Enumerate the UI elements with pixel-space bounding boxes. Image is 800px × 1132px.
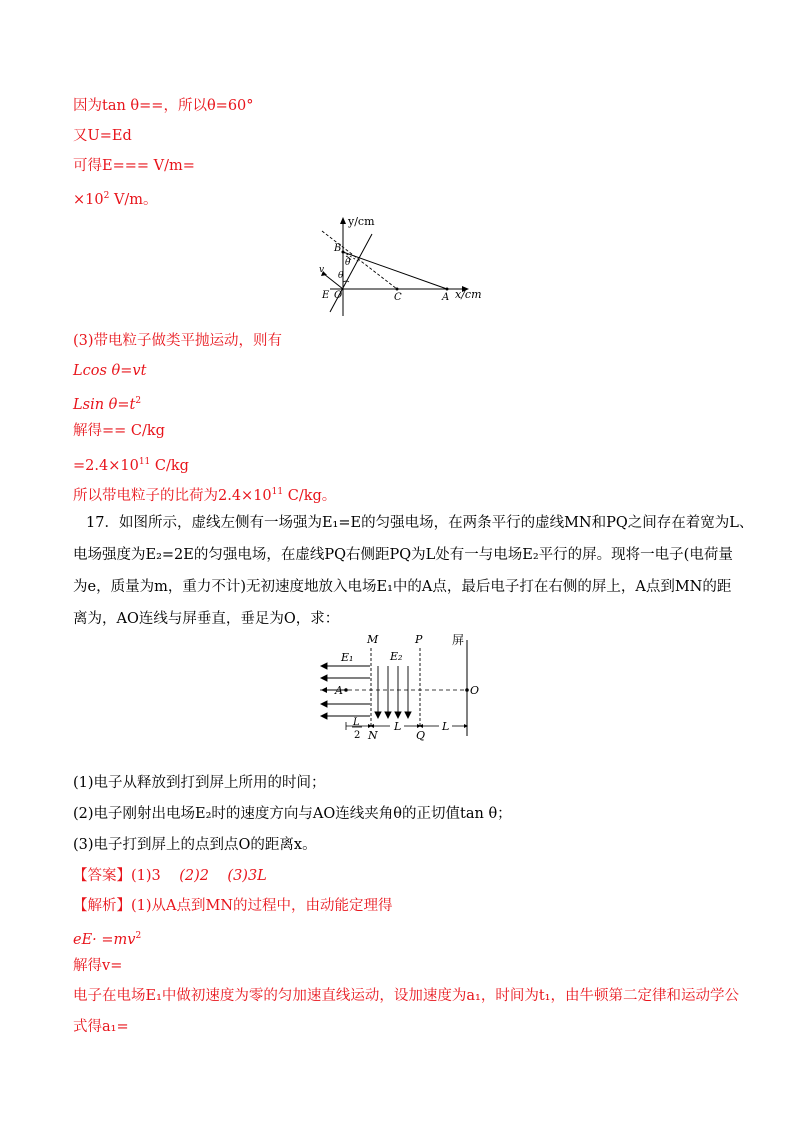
- analysis-line: [73, 896, 393, 916]
- text-line: [73, 186, 158, 210]
- label-a: A: [335, 684, 343, 697]
- label-p: P: [415, 633, 423, 646]
- superscript: 2: [135, 396, 142, 406]
- text-fragment: 所以带电粒子的比荷为2.4×10: [73, 488, 272, 504]
- analysis-line: 解得v=: [73, 958, 123, 974]
- text-line: 可得E=== V/m=: [73, 158, 195, 174]
- label-o: O: [470, 684, 480, 697]
- label-a: A: [442, 292, 450, 303]
- label-v: v: [319, 265, 325, 275]
- text-line: [73, 391, 141, 415]
- field-figure: [318, 632, 493, 744]
- sub-question: (1)电子从释放到打到屏上所用的时间；: [73, 775, 326, 791]
- label-theta-top: θ: [345, 258, 351, 268]
- analysis-tag: 【解析】: [73, 898, 131, 914]
- answer-3: (3)3L: [227, 868, 267, 884]
- y-axis-label: y/cm: [348, 215, 375, 228]
- label-e2: E₂: [390, 650, 403, 663]
- label-o: O: [334, 290, 343, 301]
- label-l-half: L: [353, 717, 360, 728]
- analysis-line: 电子在电场E₁中做初速度为零的匀加速直线运动，设加速度为a₁，时间为t₁，由牛顿第二定律和运动学公: [73, 988, 739, 1004]
- sub-question: (3)电子打到屏上的点到点O的距离x。: [73, 837, 317, 853]
- label-q: Q: [416, 729, 426, 742]
- label-two: 2: [354, 730, 361, 741]
- label-l-right: L: [442, 720, 450, 733]
- question-text: 离为，AO连线与屏垂直，垂足为O，求：: [73, 611, 340, 627]
- text-fragment: =2.4×10: [73, 458, 139, 474]
- text-line: 解得== C/kg: [73, 423, 165, 439]
- equation: eE· =mv: [73, 932, 136, 948]
- label-theta-bottom: θ: [338, 271, 344, 281]
- text-fragment: C/kg。: [283, 488, 337, 504]
- text-line: [73, 482, 336, 506]
- answer-2: (2)2: [179, 868, 209, 884]
- text-line: 又U=Ed: [73, 128, 132, 144]
- label-e: E: [322, 290, 330, 301]
- question-text: 17．如图所示，虚线左侧有一场强为E₁=E的匀强电场，在两条平行的虚线MN和PQ之间存在着宽为L、: [86, 515, 754, 531]
- label-l-mid: L: [394, 720, 402, 733]
- analysis-line: 式得a₁=: [73, 1019, 129, 1035]
- question-text: 为e，质量为m，重力不计)无初速度地放入电场E₁中的A点，最后电子打在右侧的屏上，A点到MN的距: [73, 579, 732, 595]
- text-fragment: (1)从A点到MN的过程中，由动能定理得: [131, 898, 393, 914]
- text-line: [73, 452, 189, 476]
- question-text: 电场强度为E₂=2E的匀强电场，在虚线PQ右侧距PQ为L处有一与电场E₂平行的屏。现将一电子(电荷量: [73, 547, 733, 563]
- label-m: M: [367, 633, 379, 646]
- text-fragment: C/kg: [150, 458, 189, 474]
- text-line: (3)带电粒子做类平抛运动，则有: [73, 333, 283, 349]
- label-b: B: [334, 243, 342, 254]
- superscript: 2: [103, 191, 110, 201]
- superscript: 11: [138, 457, 151, 467]
- answer-line: [73, 866, 267, 886]
- text-fragment: V/m。: [109, 192, 158, 208]
- answer-tag: 【答案】: [73, 868, 131, 884]
- label-n: N: [368, 729, 378, 742]
- equation: Lcos θ=vt: [73, 363, 147, 379]
- superscript: 11: [271, 487, 284, 497]
- label-c: C: [394, 292, 402, 303]
- text-line: [73, 361, 146, 381]
- label-e1: E₁: [341, 651, 354, 664]
- text-fragment: ×10: [73, 192, 104, 208]
- analysis-line: [73, 926, 141, 950]
- equation: Lsin θ=t: [73, 397, 136, 413]
- text-line: 因为tan θ==，所以θ=60°: [73, 98, 254, 114]
- label-screen: 屏: [452, 633, 465, 647]
- superscript: 2: [135, 931, 142, 941]
- x-axis-label: x/cm: [455, 288, 482, 301]
- sub-question: (2)电子刚射出电场E₂时的速度方向与AO连线夹角θ的正切值tan θ；: [73, 806, 512, 822]
- coordinate-figure: [310, 214, 490, 319]
- answer-1: (1)3: [131, 868, 161, 884]
